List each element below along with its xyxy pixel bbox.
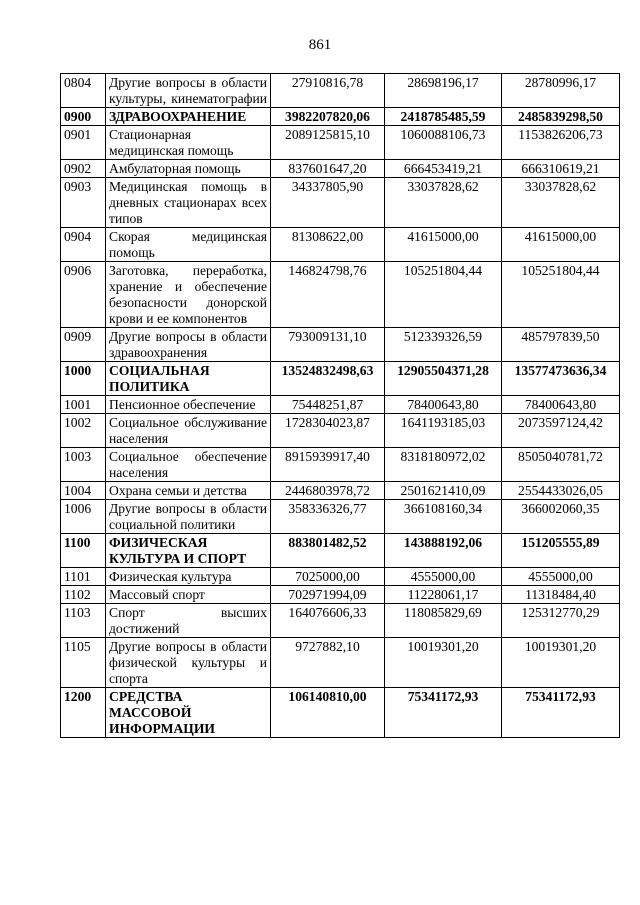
row-value-2: 366108160,34: [385, 500, 502, 534]
row-value-2: 41615000,00: [385, 228, 502, 262]
row-value-2: 118085829,69: [385, 604, 502, 638]
row-code: 1001: [61, 396, 106, 414]
row-value-1: 2089125815,10: [271, 126, 385, 160]
row-name: ЗДРАВООХРАНЕНИЕ: [106, 108, 271, 126]
row-code: 1200: [61, 688, 106, 738]
table-row: [61, 362, 620, 396]
row-value-1: 1728304023,87: [271, 414, 385, 448]
row-value-2: 666453419,21: [385, 160, 502, 178]
table-row: [61, 160, 620, 178]
table-row: [61, 262, 620, 328]
table-row: [61, 638, 620, 688]
row-code: 1102: [61, 586, 106, 604]
row-name: Заготовка, переработка, хранение и обеспечение безопасности донорской крови и ее компонентов: [106, 262, 271, 328]
page-number: 861: [308, 37, 332, 53]
row-code: 1002: [61, 414, 106, 448]
row-name: Другие вопросы в области социальной политики: [106, 500, 271, 534]
row-name: Спорт высших достижений: [106, 604, 271, 638]
row-name: Стационарная медицинская помощь: [106, 126, 271, 160]
row-name: Скорая медицинская помощь: [106, 228, 271, 262]
row-code: 0901: [61, 126, 106, 160]
row-name: Охрана семьи и детства: [106, 482, 271, 500]
row-value-1: 164076606,33: [271, 604, 385, 638]
row-value-2: 1060088106,73: [385, 126, 502, 160]
row-value-2: 2501621410,09: [385, 482, 502, 500]
row-value-1: 75448251,87: [271, 396, 385, 414]
row-value-2: 105251804,44: [385, 262, 502, 328]
row-name: Амбулаторная помощь: [106, 160, 271, 178]
row-code: 1004: [61, 482, 106, 500]
row-name: Другие вопросы в области культуры, кинематографии: [106, 74, 271, 108]
row-value-3: 485797839,50: [502, 328, 620, 362]
row-value-3: 78400643,80: [502, 396, 620, 414]
row-value-1: 7025000,00: [271, 568, 385, 586]
row-value-2: 512339326,59: [385, 328, 502, 362]
row-value-3: 41615000,00: [502, 228, 620, 262]
row-value-1: 13524832498,63: [271, 362, 385, 396]
row-code: 0906: [61, 262, 106, 328]
budget-table: [60, 73, 620, 738]
row-value-1: 81308622,00: [271, 228, 385, 262]
table-row: [61, 228, 620, 262]
row-value-1: 358336326,77: [271, 500, 385, 534]
row-value-2: 1641193185,03: [385, 414, 502, 448]
row-value-2: 2418785485,59: [385, 108, 502, 126]
budget-table-body: [61, 74, 620, 738]
row-value-1: 106140810,00: [271, 688, 385, 738]
table-row: [61, 74, 620, 108]
row-value-2: 12905504371,28: [385, 362, 502, 396]
table-row: [61, 688, 620, 738]
row-value-1: 146824798,76: [271, 262, 385, 328]
row-code: 0904: [61, 228, 106, 262]
row-name: Пенсионное обеспечение: [106, 396, 271, 414]
row-code: 1006: [61, 500, 106, 534]
row-name: Другие вопросы в области физической культуры и спорта: [106, 638, 271, 688]
row-value-1: 3982207820,06: [271, 108, 385, 126]
row-value-2: 75341172,93: [385, 688, 502, 738]
row-code: 0903: [61, 178, 106, 228]
row-value-2: 28698196,17: [385, 74, 502, 108]
row-value-1: 702971994,09: [271, 586, 385, 604]
row-value-3: 151205555,89: [502, 534, 620, 568]
table-row: [61, 108, 620, 126]
row-value-3: 10019301,20: [502, 638, 620, 688]
row-value-1: 837601647,20: [271, 160, 385, 178]
row-code: 1003: [61, 448, 106, 482]
table-row: [61, 604, 620, 638]
row-value-3: 105251804,44: [502, 262, 620, 328]
row-code: 1103: [61, 604, 106, 638]
row-code: 1101: [61, 568, 106, 586]
row-name: Социальное обеспечение населения: [106, 448, 271, 482]
table-row: [61, 568, 620, 586]
row-value-1: 34337805,90: [271, 178, 385, 228]
row-value-1: 27910816,78: [271, 74, 385, 108]
row-value-3: 2073597124,42: [502, 414, 620, 448]
table-row: [61, 586, 620, 604]
row-value-2: 10019301,20: [385, 638, 502, 688]
row-value-3: 13577473636,34: [502, 362, 620, 396]
row-value-1: 9727882,10: [271, 638, 385, 688]
row-value-2: 143888192,06: [385, 534, 502, 568]
row-name: СРЕДСТВА МАССОВОЙ ИНФОРМАЦИИ: [106, 688, 271, 738]
row-value-1: 793009131,10: [271, 328, 385, 362]
row-value-3: 33037828,62: [502, 178, 620, 228]
row-name: Медицинская помощь в дневных стационарах всех типов: [106, 178, 271, 228]
table-row: [61, 126, 620, 160]
row-value-3: 28780996,17: [502, 74, 620, 108]
row-value-2: 78400643,80: [385, 396, 502, 414]
row-code: 1105: [61, 638, 106, 688]
row-value-3: 4555000,00: [502, 568, 620, 586]
row-value-3: 8505040781,72: [502, 448, 620, 482]
table-row: [61, 448, 620, 482]
row-value-2: 33037828,62: [385, 178, 502, 228]
row-value-3: 11318484,40: [502, 586, 620, 604]
row-value-3: 125312770,29: [502, 604, 620, 638]
table-row: [61, 396, 620, 414]
row-name: ФИЗИЧЕСКАЯ КУЛЬТУРА И СПОРТ: [106, 534, 271, 568]
row-code: 0909: [61, 328, 106, 362]
row-name: Другие вопросы в области здравоохранения: [106, 328, 271, 362]
row-name: Физическая культура: [106, 568, 271, 586]
row-code: 1000: [61, 362, 106, 396]
row-value-3: 75341172,93: [502, 688, 620, 738]
row-value-3: 2554433026,05: [502, 482, 620, 500]
row-name: Социальное обслуживание населения: [106, 414, 271, 448]
table-row: [61, 500, 620, 534]
row-name: СОЦИАЛЬНАЯ ПОЛИТИКА: [106, 362, 271, 396]
row-value-3: 1153826206,73: [502, 126, 620, 160]
row-code: 1100: [61, 534, 106, 568]
table-row: [61, 328, 620, 362]
table-row: [61, 534, 620, 568]
row-code: 0902: [61, 160, 106, 178]
row-value-2: 4555000,00: [385, 568, 502, 586]
row-name: Массовый спорт: [106, 586, 271, 604]
row-value-2: 11228061,17: [385, 586, 502, 604]
row-code: 0900: [61, 108, 106, 126]
row-value-1: 8915939917,40: [271, 448, 385, 482]
row-value-3: 366002060,35: [502, 500, 620, 534]
row-value-1: 2446803978,72: [271, 482, 385, 500]
table-row: [61, 178, 620, 228]
table-row: [61, 482, 620, 500]
row-value-2: 8318180972,02: [385, 448, 502, 482]
row-value-3: 2485839298,50: [502, 108, 620, 126]
table-row: [61, 414, 620, 448]
row-code: 0804: [61, 74, 106, 108]
row-value-3: 666310619,21: [502, 160, 620, 178]
row-value-1: 883801482,52: [271, 534, 385, 568]
